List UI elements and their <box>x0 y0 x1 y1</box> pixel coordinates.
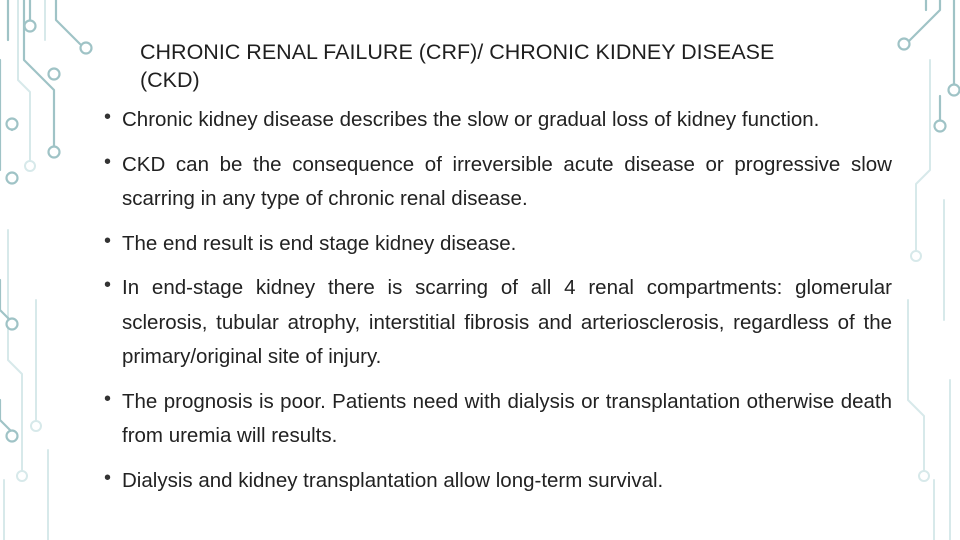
bullet-item: • The end result is end stage kidney disease. <box>104 227 892 262</box>
slide-title: CHRONIC RENAL FAILURE (CRF)/ CHRONIC KIDNEY DISEASE (CKD) <box>140 40 775 92</box>
bullet-item: • CKD can be the consequence of irreversible acute disease or progressive slow scarring in any type of chronic renal disease. <box>104 148 892 217</box>
bullet-item: • Chronic kidney disease describes the slow or gradual loss of kidney function. <box>104 103 892 138</box>
bullet-item: • Dialysis and kidney transplantation allow long-term survival. <box>104 464 892 499</box>
bullet-list <box>104 103 892 498</box>
bullet-item: • The prognosis is poor. Patients need with dialysis or transplantation otherwise death from uremia will results. <box>104 385 892 454</box>
circuit-decoration-left <box>0 0 120 540</box>
bullet-item: • In end-stage kidney there is scarring of all 4 renal compartments: glomerular sclerosis, tubular atrophy, interstitial fibrosis and arteriosclerosis, regardless of the primary/original site of injury. <box>104 271 892 375</box>
